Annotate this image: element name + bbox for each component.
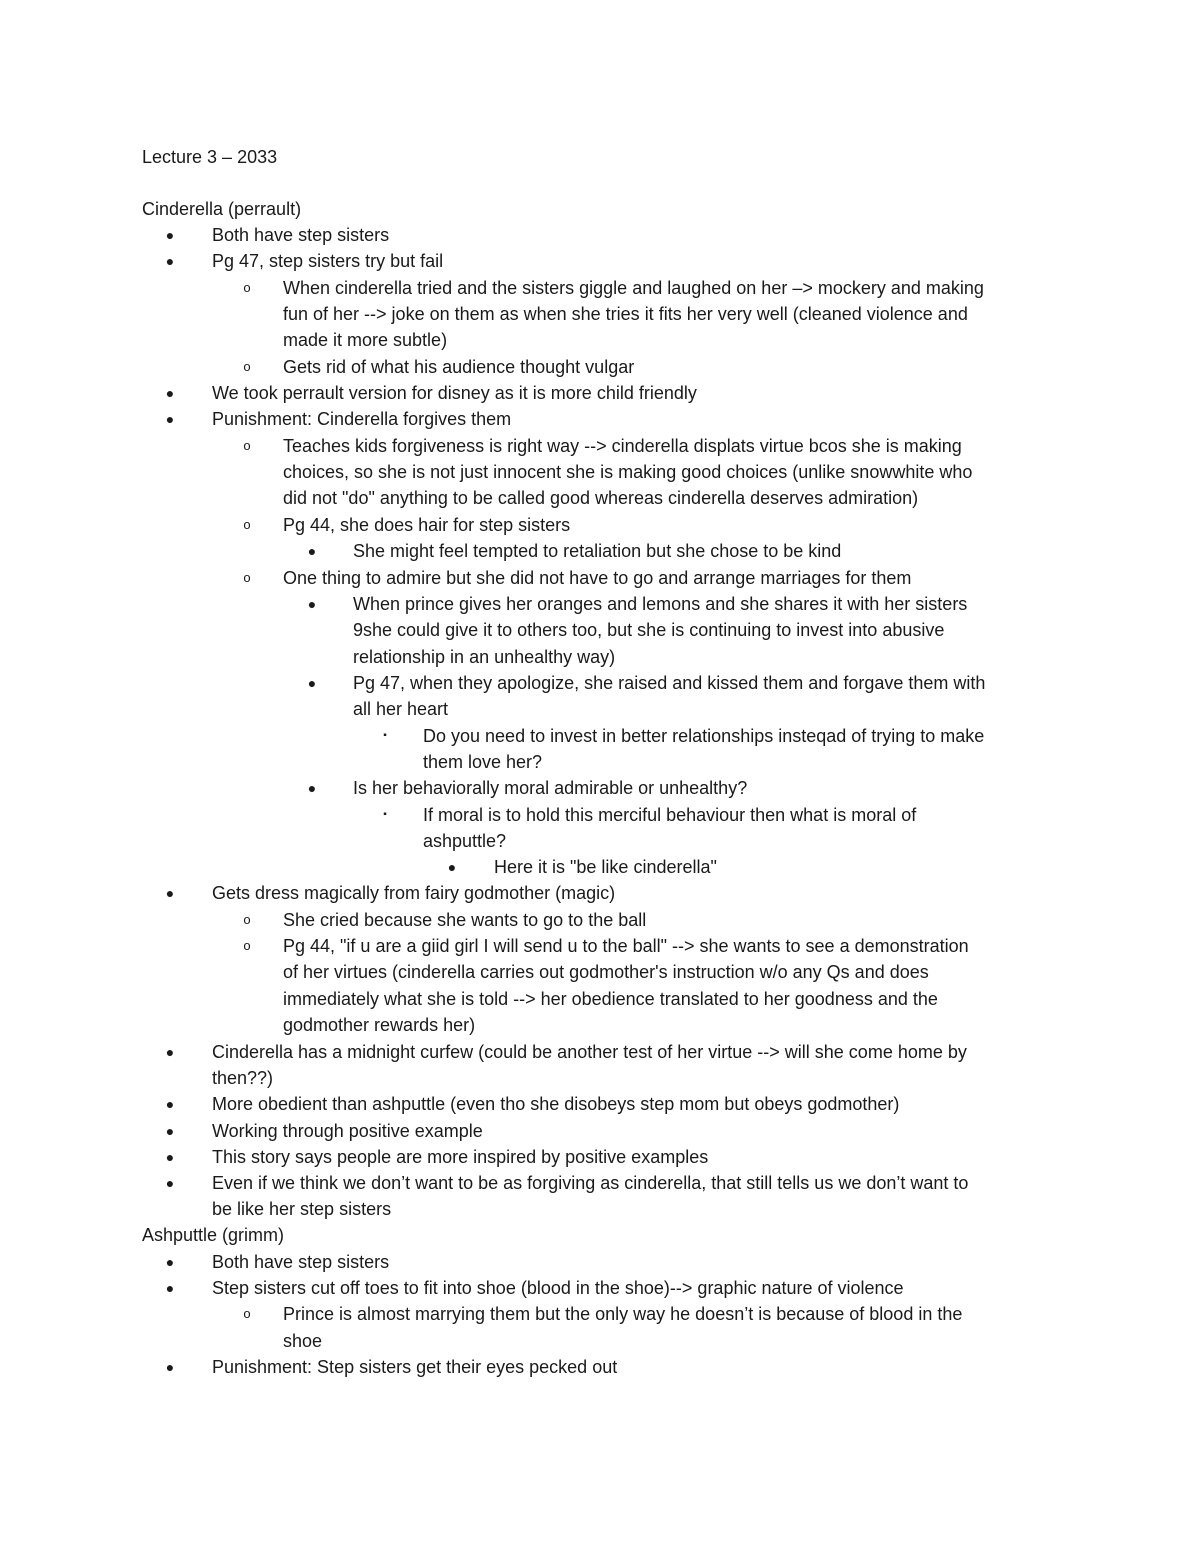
list-item-text: Pg 44, "if u are a giid girl I will send u to the ball" --> she wants to see a demonstration xyxy=(283,936,969,956)
list-item-text: Is her behaviorally moral admirable or unhealthy? xyxy=(353,778,748,798)
square-bullet-icon: ▪ xyxy=(383,809,387,820)
list-item-text: Pg 47, step sisters try but fail xyxy=(212,251,444,271)
circle-bullet-icon: o xyxy=(243,570,251,585)
text-line: fun of her --> joke on them as when she tries it fits her very well (cleaned violence and xyxy=(283,304,968,324)
list-item-text: Gets rid of what his audience thought vulgar xyxy=(283,357,635,377)
text-line: them love her? xyxy=(423,752,543,772)
text-line: Lecture 3 – 2033 xyxy=(142,147,278,167)
list-item-text: Even if we think we don’t want to be as forgiving as cinderella, that still tells us we don’t want to xyxy=(212,1173,969,1193)
list-item-text: When prince gives her oranges and lemons and she shares it with her sisters xyxy=(353,594,968,614)
disc-bullet-icon: ● xyxy=(307,675,317,691)
text-line: immediately what she is told --> her obedience translated to her goodness and the xyxy=(283,989,938,1009)
disc-bullet-icon: ● xyxy=(307,780,317,796)
text-line: ashputtle? xyxy=(423,831,507,851)
disc-bullet-icon: ● xyxy=(307,543,317,559)
disc-bullet-icon: ● xyxy=(165,253,175,269)
disc-bullet-icon: ● xyxy=(165,227,175,243)
list-item-text: Punishment: Cinderella forgives them xyxy=(212,409,512,429)
list-item-text: Both have step sisters xyxy=(212,225,390,245)
disc-bullet-icon: ● xyxy=(165,1096,175,1112)
text-line: be like her step sisters xyxy=(212,1199,392,1219)
list-item-text: This story says people are more inspired by positive examples xyxy=(212,1147,709,1167)
list-item-text: Here it is "be like cinderella" xyxy=(494,857,717,877)
list-item-text: Prince is almost marrying them but the only way he doesn’t is because of blood in the xyxy=(283,1304,963,1324)
list-item-text: Pg 44, she does hair for step sisters xyxy=(283,515,571,535)
disc-bullet-icon: ● xyxy=(165,1123,175,1139)
square-bullet-icon: ▪ xyxy=(383,730,387,741)
disc-bullet-icon: ● xyxy=(165,1149,175,1165)
disc-bullet-icon: ● xyxy=(165,1254,175,1270)
list-item-text: Gets dress magically from fairy godmother (magic) xyxy=(212,883,616,903)
list-item-text: Do you need to invest in better relationships insteqad of trying to make xyxy=(423,726,985,746)
circle-bullet-icon: o xyxy=(243,517,251,532)
disc-bullet-icon: ● xyxy=(165,1280,175,1296)
circle-bullet-icon: o xyxy=(243,359,251,374)
text-line: godmother rewards her) xyxy=(283,1015,476,1035)
list-item-text: Cinderella has a midnight curfew (could be another test of her virtue --> will she come home by xyxy=(212,1042,967,1062)
text-line: choices, so she is not just innocent she is making good choices (unlike snowwhite who xyxy=(283,462,973,482)
disc-bullet-icon: ● xyxy=(447,859,457,875)
list-item-text: One thing to admire but she did not have to go and arrange marriages for them xyxy=(283,568,912,588)
text-line: shoe xyxy=(283,1331,323,1351)
list-item-text: Teaches kids forgiveness is right way --> cinderella displats virtue bcos she is making xyxy=(283,436,962,456)
text-line: relationship in an unhealthy way) xyxy=(353,647,616,667)
disc-bullet-icon: ● xyxy=(165,1175,175,1191)
list-item-text: We took perrault version for disney as it is more child friendly xyxy=(212,383,697,403)
text-line: Cinderella (perrault) xyxy=(142,199,302,219)
list-item-text: Step sisters cut off toes to fit into shoe (blood in the shoe)--> graphic nature of violence xyxy=(212,1278,904,1298)
list-item-text: Pg 47, when they apologize, she raised and kissed them and forgave them with xyxy=(353,673,986,693)
disc-bullet-icon: ● xyxy=(165,1044,175,1060)
list-item-text: Punishment: Step sisters get their eyes pecked out xyxy=(212,1357,618,1377)
text-line: of her virtues (cinderella carries out godmother's instruction w/o any Qs and does xyxy=(283,962,929,982)
text-line: made it more subtle) xyxy=(283,330,448,350)
list-item-text: When cinderella tried and the sisters giggle and laughed on her –> mockery and making xyxy=(283,278,984,298)
disc-bullet-icon: ● xyxy=(165,1359,175,1375)
text-line: all her heart xyxy=(353,699,449,719)
circle-bullet-icon: o xyxy=(243,912,251,927)
disc-bullet-icon: ● xyxy=(165,411,175,427)
text-line: 9she could give it to others too, but she is continuing to invest into abusive xyxy=(353,620,945,640)
disc-bullet-icon: ● xyxy=(165,385,175,401)
text-line: did not "do" anything to be called good whereas cinderella deserves admiration) xyxy=(283,488,919,508)
disc-bullet-icon: ● xyxy=(165,885,175,901)
circle-bullet-icon: o xyxy=(243,1306,251,1321)
list-item-text: Working through positive example xyxy=(212,1121,483,1141)
text-line: then??) xyxy=(212,1068,274,1088)
list-item-text: Both have step sisters xyxy=(212,1252,390,1272)
circle-bullet-icon: o xyxy=(243,438,251,453)
list-item-text: If moral is to hold this merciful behaviour then what is moral of xyxy=(423,805,917,825)
list-item-text: She might feel tempted to retaliation but she chose to be kind xyxy=(353,541,842,561)
list-item-text: She cried because she wants to go to the ball xyxy=(283,910,647,930)
disc-bullet-icon: ● xyxy=(307,596,317,612)
circle-bullet-icon: o xyxy=(243,938,251,953)
list-item-text: More obedient than ashputtle (even tho she disobeys step mom but obeys godmother) xyxy=(212,1094,900,1114)
circle-bullet-icon: o xyxy=(243,280,251,295)
text-line: Ashputtle (grimm) xyxy=(142,1225,285,1245)
